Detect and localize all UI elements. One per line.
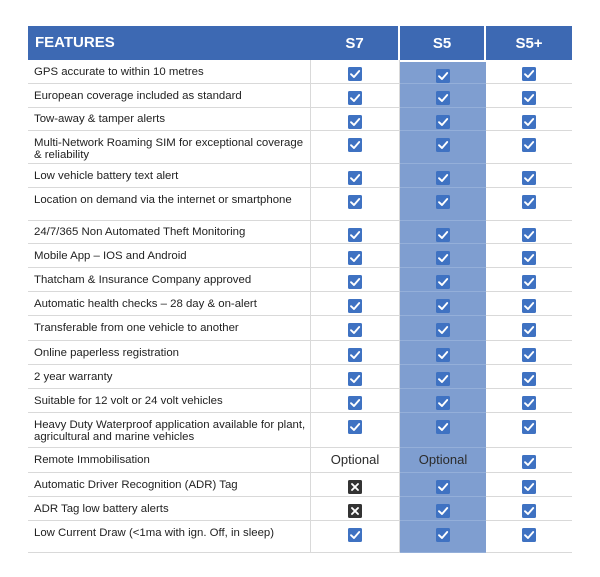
table-row bbox=[28, 188, 572, 221]
checkbox-checked-icon bbox=[522, 396, 536, 410]
checkbox-checked-icon bbox=[436, 480, 450, 494]
table-row bbox=[28, 292, 572, 316]
optional-label: Optional bbox=[418, 452, 468, 467]
header-s5-plus: S5+ bbox=[486, 26, 572, 60]
checkbox-checked-icon bbox=[522, 138, 536, 152]
cell-s5p bbox=[486, 221, 572, 244]
table-row bbox=[28, 131, 572, 164]
cell-s5 bbox=[400, 268, 486, 292]
cell-s5p bbox=[486, 188, 572, 221]
cell-s5p bbox=[486, 164, 572, 188]
cell-s5p bbox=[486, 316, 572, 341]
checkbox-checked-icon bbox=[436, 91, 450, 105]
cell-s5p bbox=[486, 473, 572, 497]
checkbox-checked-icon bbox=[348, 275, 362, 289]
cell-s5 bbox=[400, 365, 486, 389]
cell-s5 bbox=[400, 497, 486, 521]
cell-s5p bbox=[486, 365, 572, 389]
cell-s7 bbox=[311, 413, 400, 448]
checkbox-checked-icon bbox=[522, 251, 536, 265]
checkbox-checked-icon bbox=[522, 504, 536, 518]
cell-s7 bbox=[311, 521, 400, 553]
checkbox-checked-icon bbox=[522, 455, 536, 469]
checkbox-checked-icon bbox=[348, 420, 362, 434]
checkbox-checked-icon bbox=[348, 528, 362, 542]
feature-label: 2 year warranty bbox=[28, 365, 311, 389]
table-body bbox=[28, 60, 572, 553]
table-row bbox=[28, 84, 572, 108]
cell-s5p bbox=[486, 131, 572, 164]
cell-s5 bbox=[400, 221, 486, 244]
cell-s5p bbox=[486, 60, 572, 84]
feature-label: Multi-Network Roaming SIM for exceptional coverage & reliability bbox=[28, 131, 311, 164]
checkbox-checked-icon bbox=[522, 91, 536, 105]
cell-s5 bbox=[400, 108, 486, 131]
checkbox-checked-icon bbox=[436, 299, 450, 313]
table-row bbox=[28, 108, 572, 131]
table-row bbox=[28, 164, 572, 188]
feature-label: Heavy Duty Waterproof application available for plant, agricultural and marine vehicles bbox=[28, 413, 311, 448]
checkbox-checked-icon bbox=[522, 348, 536, 362]
checkbox-checked-icon bbox=[436, 251, 450, 265]
cell-s5p bbox=[486, 341, 572, 365]
header-s7: S7 bbox=[311, 26, 400, 60]
checkbox-checked-icon bbox=[348, 228, 362, 242]
cell-s5p bbox=[486, 108, 572, 131]
cell-s5p bbox=[486, 521, 572, 553]
cell-s5 bbox=[400, 244, 486, 268]
checkbox-checked-icon bbox=[522, 195, 536, 209]
checkbox-checked-icon bbox=[436, 228, 450, 242]
checkbox-checked-icon bbox=[348, 67, 362, 81]
cell-s5 bbox=[400, 413, 486, 448]
table-row bbox=[28, 497, 572, 521]
checkbox-checked-icon bbox=[522, 299, 536, 313]
table-row bbox=[28, 60, 572, 84]
cell-s5 bbox=[400, 84, 486, 108]
cell-s5 bbox=[400, 316, 486, 341]
checkbox-checked-icon bbox=[522, 171, 536, 185]
checkbox-checked-icon bbox=[348, 323, 362, 337]
cell-s7 bbox=[311, 131, 400, 164]
checkbox-checked-icon bbox=[348, 396, 362, 410]
checkbox-cross-icon bbox=[348, 504, 362, 518]
cell-s7 bbox=[311, 473, 400, 497]
cell-s7 bbox=[311, 316, 400, 341]
cell-s7 bbox=[311, 448, 400, 473]
table-row bbox=[28, 389, 572, 413]
feature-label: ADR Tag low battery alerts bbox=[28, 497, 311, 521]
cell-s5 bbox=[400, 448, 486, 473]
cell-s5 bbox=[400, 521, 486, 553]
checkbox-checked-icon bbox=[522, 323, 536, 337]
cell-s7 bbox=[311, 60, 400, 84]
feature-label: Suitable for 12 volt or 24 volt vehicles bbox=[28, 389, 311, 413]
cell-s7 bbox=[311, 188, 400, 221]
table-row bbox=[28, 365, 572, 389]
checkbox-checked-icon bbox=[436, 348, 450, 362]
cell-s5 bbox=[400, 389, 486, 413]
table-row bbox=[28, 268, 572, 292]
feature-label: Online paperless registration bbox=[28, 341, 311, 365]
cell-s5 bbox=[400, 60, 486, 84]
checkbox-checked-icon bbox=[436, 115, 450, 129]
feature-label: Low Current Draw (<1ma with ign. Off, in sleep) bbox=[28, 521, 311, 553]
cell-s7 bbox=[311, 108, 400, 131]
feature-label: Location on demand via the internet or smartphone bbox=[28, 188, 311, 221]
cell-s5p bbox=[486, 497, 572, 521]
cell-s5p bbox=[486, 448, 572, 473]
feature-label: Thatcham & Insurance Company approved bbox=[28, 268, 311, 292]
table-row bbox=[28, 413, 572, 448]
cell-s5p bbox=[486, 389, 572, 413]
feature-label: GPS accurate to within 10 metres bbox=[28, 60, 311, 84]
cell-s5 bbox=[400, 131, 486, 164]
cell-s7 bbox=[311, 164, 400, 188]
checkbox-checked-icon bbox=[522, 420, 536, 434]
checkbox-checked-icon bbox=[348, 348, 362, 362]
cell-s5p bbox=[486, 292, 572, 316]
cell-s5 bbox=[400, 292, 486, 316]
checkbox-checked-icon bbox=[522, 275, 536, 289]
table-row bbox=[28, 473, 572, 497]
cell-s5 bbox=[400, 341, 486, 365]
checkbox-checked-icon bbox=[436, 171, 450, 185]
checkbox-checked-icon bbox=[436, 323, 450, 337]
checkbox-checked-icon bbox=[522, 115, 536, 129]
cell-s5 bbox=[400, 164, 486, 188]
cell-s7 bbox=[311, 244, 400, 268]
cell-s5p bbox=[486, 244, 572, 268]
checkbox-cross-icon bbox=[348, 480, 362, 494]
cell-s7 bbox=[311, 221, 400, 244]
checkbox-checked-icon bbox=[522, 228, 536, 242]
checkbox-checked-icon bbox=[436, 420, 450, 434]
cell-s5 bbox=[400, 188, 486, 221]
checkbox-checked-icon bbox=[436, 372, 450, 386]
table-row bbox=[28, 316, 572, 341]
feature-label: Tow-away & tamper alerts bbox=[28, 108, 311, 131]
checkbox-checked-icon bbox=[436, 138, 450, 152]
checkbox-checked-icon bbox=[348, 91, 362, 105]
checkbox-checked-icon bbox=[436, 396, 450, 410]
checkbox-checked-icon bbox=[522, 372, 536, 386]
checkbox-checked-icon bbox=[436, 69, 450, 83]
checkbox-checked-icon bbox=[348, 195, 362, 209]
cell-s5 bbox=[400, 473, 486, 497]
checkbox-checked-icon bbox=[348, 251, 362, 265]
cell-s7 bbox=[311, 365, 400, 389]
checkbox-checked-icon bbox=[522, 528, 536, 542]
header-features: FEATURES bbox=[28, 26, 311, 60]
cell-s5p bbox=[486, 413, 572, 448]
feature-label: Transferable from one vehicle to another bbox=[28, 316, 311, 341]
table-row bbox=[28, 341, 572, 365]
checkbox-checked-icon bbox=[348, 372, 362, 386]
checkbox-checked-icon bbox=[348, 115, 362, 129]
cell-s7 bbox=[311, 84, 400, 108]
feature-label: Automatic health checks – 28 day & on-alert bbox=[28, 292, 311, 316]
checkbox-checked-icon bbox=[436, 195, 450, 209]
feature-label: Low vehicle battery text alert bbox=[28, 164, 311, 188]
header-s5: S5 bbox=[400, 26, 486, 60]
feature-label: Remote Immobilisation bbox=[28, 448, 311, 473]
cell-s5p bbox=[486, 84, 572, 108]
features-comparison-table bbox=[28, 26, 572, 553]
checkbox-checked-icon bbox=[348, 138, 362, 152]
optional-label: Optional bbox=[330, 452, 380, 467]
checkbox-checked-icon bbox=[436, 275, 450, 289]
feature-label: European coverage included as standard bbox=[28, 84, 311, 108]
table-row bbox=[28, 244, 572, 268]
checkbox-checked-icon bbox=[436, 528, 450, 542]
cell-s7 bbox=[311, 389, 400, 413]
checkbox-checked-icon bbox=[348, 299, 362, 313]
table-row bbox=[28, 448, 572, 473]
cell-s7 bbox=[311, 341, 400, 365]
cell-s7 bbox=[311, 497, 400, 521]
checkbox-checked-icon bbox=[522, 67, 536, 81]
table-row bbox=[28, 521, 572, 553]
feature-label: Automatic Driver Recognition (ADR) Tag bbox=[28, 473, 311, 497]
cell-s7 bbox=[311, 268, 400, 292]
cell-s7 bbox=[311, 292, 400, 316]
feature-label: 24/7/365 Non Automated Theft Monitoring bbox=[28, 221, 311, 244]
feature-label: Mobile App – IOS and Android bbox=[28, 244, 311, 268]
checkbox-checked-icon bbox=[522, 480, 536, 494]
cell-s5p bbox=[486, 268, 572, 292]
checkbox-checked-icon bbox=[436, 504, 450, 518]
checkbox-checked-icon bbox=[348, 171, 362, 185]
table-row bbox=[28, 221, 572, 244]
table-header bbox=[28, 26, 572, 60]
